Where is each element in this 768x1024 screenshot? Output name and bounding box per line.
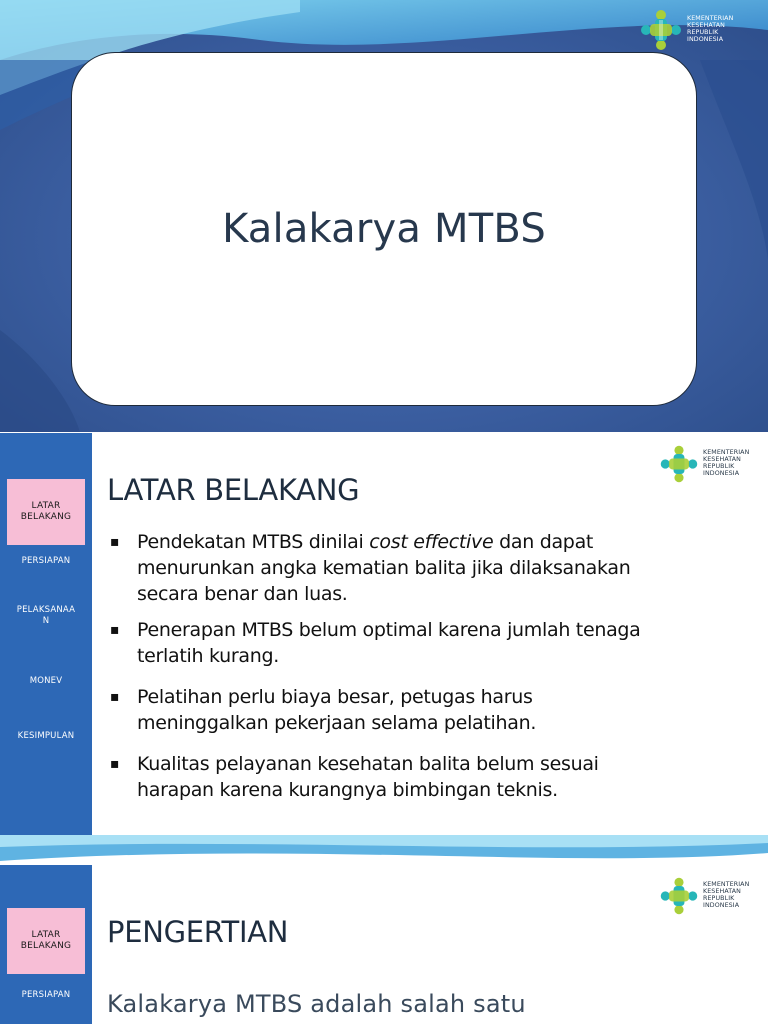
bullet-list [110,529,750,803]
logo-text [703,450,749,477]
logo-line: REPUBLIK [687,29,719,36]
sidebar-item-label: LATAR [31,930,61,940]
logo-line: INDONESIA [703,469,740,477]
kemenkes-logo [658,875,749,917]
latar-belakang-slide [0,433,768,835]
logo-line: INDONESIA [703,901,740,909]
title-slide [0,0,768,432]
bullet-text: Pendekatan MTBS dinilai [137,531,370,553]
logo-line: INDONESIA [687,35,724,43]
kemenkes-logo [658,443,749,485]
sidebar-item-persiapan[interactable] [0,556,92,567]
bullet-text: Penerapan MTBS belum optimal karena jumlah tenaga [137,619,641,641]
sidebar-item-pelaksanaan[interactable] [0,605,92,627]
logo-line: KEMENTERIAN [687,15,734,23]
kemenkes-logo [638,7,733,53]
bullet-text: menurunkan angka kematian balita jika dilaksanakan [137,557,631,579]
sidebar-item-kesimpulan[interactable] [0,731,92,742]
bullet-item [110,617,750,669]
logo-line: REPUBLIK [703,463,735,470]
sidebar-item-label: KESIMPULAN [17,731,75,741]
bullet-icon: ▪ [110,756,120,772]
slide-body-text: Kalakarya MTBS adalah salah satu [107,990,526,1018]
logo-line: KEMENTERIAN [703,881,750,889]
bullet-icon: ▪ [110,622,120,638]
logo-text [687,16,733,43]
sidebar-item-latar-belakang[interactable] [7,479,85,545]
bullet-item [110,529,750,607]
sidebar-item-monev[interactable] [0,676,92,687]
logo-text [703,882,749,909]
sidebar-item-label: PERSIAPAN [21,556,71,566]
bullet-emphasis: cost effective [369,531,494,553]
sidebar-item-label: LATAR [31,501,61,511]
bullet-item [110,684,750,736]
bullet-text: terlatih kurang. [137,645,279,667]
sidebar-item-label: PELAKSANAA [16,605,76,615]
slide-heading: LATAR BELAKANG [107,473,360,507]
kemenkes-logo-icon [658,875,700,917]
section-sidebar [0,433,92,835]
kemenkes-logo-icon [638,7,684,53]
sidebar-item-latar-belakang[interactable] [7,908,85,974]
logo-line: KESEHATAN [687,22,725,30]
bullet-text: meninggalkan pekerjaan selama pelatihan. [137,712,537,734]
wave-decoration [0,835,768,869]
sidebar-item-label: MONEV [29,676,63,686]
sidebar-item-persiapan[interactable] [0,990,92,1001]
kemenkes-logo-icon [658,443,700,485]
pengertian-slide [0,835,768,1024]
bullet-text: harapan karena kurangnya bimbingan teknis. [137,779,558,801]
sidebar-item-label: BELAKANG [20,941,72,951]
sidebar-item-label: PERSIAPAN [21,990,71,1000]
slide-heading: PENGERTIAN [107,915,289,949]
sidebar-item-label: BELAKANG [20,512,72,522]
logo-line: KESEHATAN [703,888,741,896]
logo-line: KESEHATAN [703,456,741,464]
logo-line: KEMENTERIAN [703,449,750,457]
bullet-text: Pelatihan perlu biaya besar, petugas harus [137,686,533,708]
bullet-icon: ▪ [110,534,120,550]
slide-title: Kalakarya MTBS [222,206,546,252]
bullet-text: dan dapat [493,531,594,553]
sidebar-item-label: N [42,616,50,626]
bullet-text: secara benar dan luas. [137,583,348,605]
title-card [71,52,697,406]
logo-line: REPUBLIK [703,895,735,902]
bullet-icon: ▪ [110,689,120,705]
bullet-item [110,751,750,803]
bullet-text: Kualitas pelayanan kesehatan balita belum sesuai [137,753,599,775]
section-sidebar [0,865,92,1024]
